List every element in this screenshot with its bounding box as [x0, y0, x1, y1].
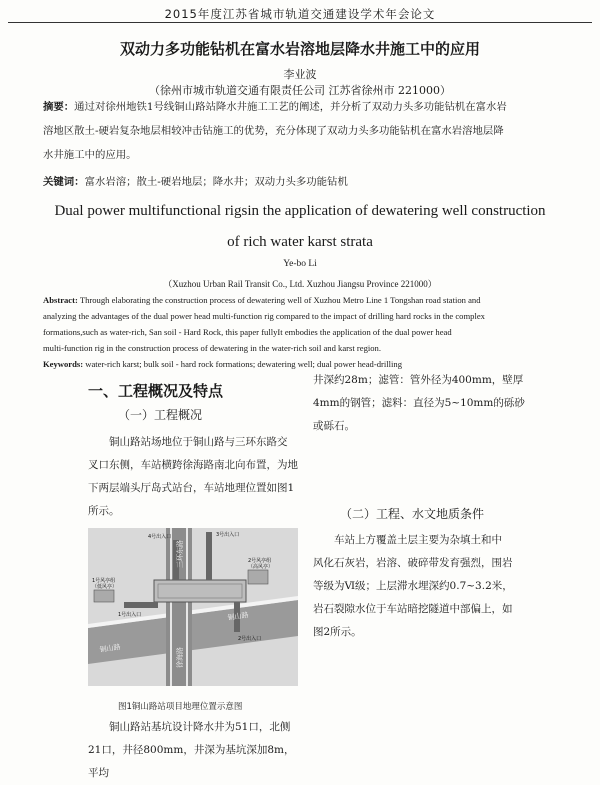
right-paragraph-2 — [313, 529, 563, 644]
station-box — [154, 580, 246, 602]
english-author: Ye-bo Li — [283, 259, 317, 269]
air-shaft-1 — [94, 590, 114, 602]
left-paragraph-2 — [88, 716, 303, 785]
header-rule — [8, 22, 592, 23]
station-location-map — [88, 528, 298, 686]
english-title-line1: Dual power multifunctional rigsin the application of dewatering well construction — [54, 203, 546, 219]
map-label: （高风亭） — [248, 564, 274, 570]
chinese-abstract — [43, 95, 563, 167]
chinese-affiliation: （徐州市城市轨道交通有限责任公司 江苏省徐州市 221000） — [149, 84, 451, 97]
map-label: 三环东路 — [176, 540, 184, 568]
paragraph-line: 下两层端头厅岛式站台，车站地理位置如图1 — [88, 482, 295, 494]
figure-caption: 图1铜山路站项目地理位置示意图 — [118, 702, 243, 712]
map-label: 2号风亭组 — [248, 558, 272, 564]
air-shaft-2 — [248, 570, 268, 584]
english-keywords-text: water-rich karst; bulk soil - hard rock formations; dewatering well; dual power head-drilling — [85, 359, 403, 369]
keywords-text: 富水岩溶；散土-硬岩地层；降水井；双动力头多功能钻机 — [84, 176, 348, 188]
paragraph-line: 铜山路站场地位于铜山路与三环东路交 — [109, 436, 288, 448]
english-affiliation: （Xuzhou Urban Rail Transit Co., Ltd. Xuzhou Jiangsu Province 221000） — [163, 279, 437, 289]
map-label: 2号出入口 — [238, 636, 262, 642]
english-abstract-line: Through elaborating the construction process of dewatering well of Xuzhou Metro Line 1 Tongshan road station and — [79, 295, 481, 305]
paragraph-line: 叉口东侧，车站横跨徐海路南北向布置，为地 — [88, 459, 298, 471]
paragraph-line: 21口，井径800mm，井深为基坑深加8m，平均 — [88, 744, 295, 779]
paragraph-line: 或砾石。 — [313, 420, 355, 432]
chinese-author: 李业波 — [283, 68, 317, 81]
paragraph-line: 岩石裂隙水位于车站暗挖隧道中部偏上，如 — [313, 603, 513, 615]
map-label: 1号风亭组 — [92, 578, 116, 584]
english-abstract-line: multi-function rig in the construction process of dewatering in the water-rich soil and karst region. — [43, 343, 381, 353]
entrance-3 — [206, 532, 212, 580]
abstract-line: 通过对徐州地铁1号线铜山路站降水井施工工艺的阐述，并分析了双动力头多功能钻机在富水岩 — [74, 101, 507, 113]
running-header: 2015年度江苏省城市轨道交通建设学术年会论文 — [164, 7, 436, 21]
subsection1-title: （一）工程概况 — [118, 408, 203, 422]
map-label: 铜山路 — [227, 611, 250, 622]
paragraph-line: 图2所示。 — [313, 626, 362, 638]
english-abstract — [43, 292, 573, 372]
left-paragraph-1 — [88, 431, 303, 523]
paragraph-line: 4mm的钢管；滤料：直径为5~10mm的砾砂 — [313, 397, 525, 409]
map-label: 4号出入口 — [148, 534, 172, 540]
keywords-label: 关键词： — [43, 176, 85, 188]
chinese-title: 双动力多功能钻机在富水岩溶地层降水井施工中的应用 — [119, 40, 480, 58]
paragraph-line: 井深约28m；滤管：管外径为400mm，壁厚 — [313, 374, 524, 386]
paragraph-line: 所示。 — [88, 505, 120, 517]
entrance-1 — [124, 602, 158, 608]
subsection2-title: （二）工程、水文地质条件 — [340, 507, 485, 521]
section1-title: 一、工程概况及特点 — [88, 382, 224, 400]
map-label: 徐海路 — [176, 647, 184, 668]
map-graphic — [88, 528, 298, 686]
english-keywords-label: Keywords: — [43, 359, 84, 369]
map-label: （低风亭） — [92, 584, 118, 590]
paragraph-line: 等级为Ⅵ级；上层滞水埋深约0.7~3.2米， — [313, 580, 513, 592]
english-title-line2: of rich water karst strata — [227, 234, 373, 250]
right-paragraph-1 — [313, 369, 563, 438]
abstract-label: 摘要： — [43, 101, 75, 113]
english-abstract-line: formations,such as water-rich, San soil - Hard Rock, this paper fullyIt embodies the application of the dual power head — [43, 327, 452, 337]
chinese-keywords — [43, 170, 563, 194]
map-label: 3号出入口 — [216, 532, 240, 538]
paragraph-line: 车站上方覆盖土层主要为杂填土和中 — [334, 534, 502, 546]
map-label: 1号出入口 — [118, 612, 142, 618]
english-abstract-line: analyzing the advantages of the dual power head multi-function rig compared to the impact of drilling hard rocks in the complex — [43, 311, 485, 321]
paragraph-line: 铜山路站基坑设计降水井为51口，北侧 — [109, 721, 291, 733]
paragraph-line: 风化石灰岩，岩溶、破碎带发育强烈，围岩 — [313, 557, 513, 569]
english-abstract-label: Abstract: — [43, 295, 78, 305]
abstract-line: 水井施工中的应用。 — [43, 149, 137, 161]
abstract-line: 溶地区散土-硬岩复杂地层相较冲击钻施工的优势，充分体现了双动力头多功能钻机在富水岩溶地层降 — [43, 125, 504, 137]
map-label: 铜山路 — [99, 643, 122, 654]
